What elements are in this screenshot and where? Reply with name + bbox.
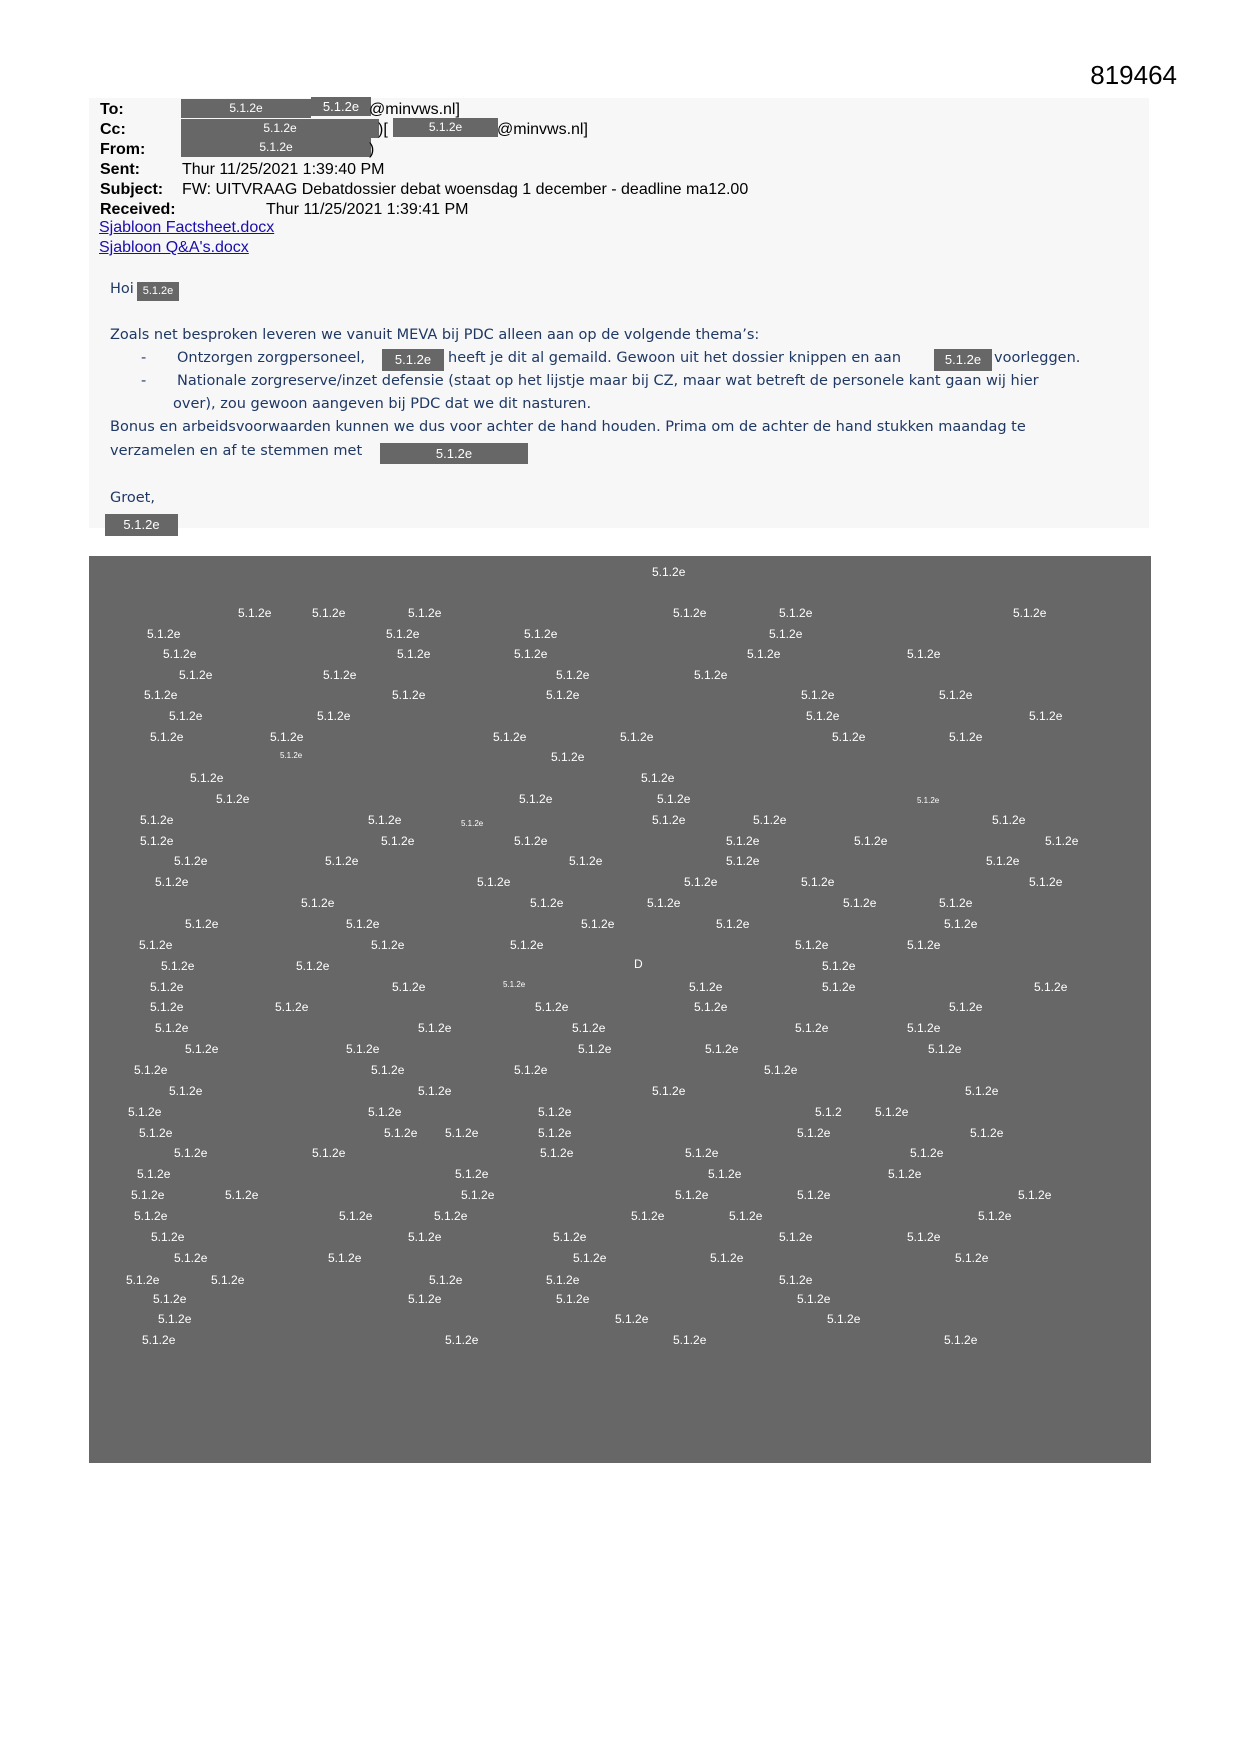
redaction-code-label: 5.1.2e bbox=[140, 813, 174, 827]
redaction-code-label: 5.1.2e bbox=[779, 606, 813, 620]
redaction-code-label: 5.1.2e bbox=[779, 1273, 813, 1287]
redaction-code-label: 5.1.2e bbox=[325, 854, 359, 868]
redaction-code-label: 5.1.2e bbox=[461, 1188, 495, 1202]
sent-label: Sent: bbox=[100, 161, 140, 178]
to-line bbox=[100, 100, 180, 120]
redaction-code-label: 5.1.2e bbox=[142, 1333, 176, 1347]
bullet-1-marker: - bbox=[141, 350, 147, 366]
redaction-code-label: 5.1.2e bbox=[386, 627, 420, 641]
redaction-code-label: 5.1.2e bbox=[1029, 709, 1063, 723]
sent-value: Thur 11/25/2021 1:39:40 PM bbox=[182, 161, 385, 178]
redaction-code-label: 5.1.2e bbox=[716, 917, 750, 931]
redaction-code-label: 5.1.2e bbox=[503, 980, 526, 989]
intro-line: Zoals net besproken leveren we vanuit MEVA bij PDC alleen aan op de volgende thema’s: bbox=[110, 327, 760, 343]
redaction-code-label: 5.1.2e bbox=[150, 980, 184, 994]
partial-redaction-code: 5.1.2 bbox=[815, 1105, 842, 1119]
redaction-code-label: 5.1.2e bbox=[418, 1084, 452, 1098]
redaction-code-label: 5.1.2e bbox=[174, 1146, 208, 1160]
redaction-code-label: 5.1.2e bbox=[572, 1021, 606, 1035]
redaction-code-label: 5.1.2e bbox=[530, 896, 564, 910]
redaction-code-label: 5.1.2e bbox=[445, 1126, 479, 1140]
redaction-code-label: 5.1.2e bbox=[211, 1273, 245, 1287]
cc-line bbox=[100, 120, 126, 140]
redaction-code-label: 5.1.2e bbox=[323, 668, 357, 682]
subject-label: Subject: bbox=[100, 181, 164, 198]
redaction-code-label: 5.1.2e bbox=[524, 627, 558, 641]
redaction-code-label: 5.1.2e bbox=[797, 1126, 831, 1140]
redaction-code-label: 5.1.2e bbox=[155, 1021, 189, 1035]
redaction-code-label: 5.1.2e bbox=[514, 647, 548, 661]
redaction-signature: 5.1.2e bbox=[105, 514, 178, 536]
redaction-code-label: 5.1.2e bbox=[445, 1333, 479, 1347]
redaction-code-label: 5.1.2e bbox=[685, 1146, 719, 1160]
redaction-code-label: 5.1.2e bbox=[150, 730, 184, 744]
redaction-to-1: 5.1.2e bbox=[181, 99, 311, 118]
redaction-code-label: 5.1.2e bbox=[843, 896, 877, 910]
redaction-code-label: 5.1.2e bbox=[280, 751, 303, 760]
redaction-code-label: 5.1.2e bbox=[779, 1230, 813, 1244]
redaction-code-label: 5.1.2e bbox=[578, 1042, 612, 1056]
redaction-code-label: 5.1.2e bbox=[928, 1042, 962, 1056]
redaction-code-label: 5.1.2e bbox=[540, 1146, 574, 1160]
redaction-code-label: 5.1.2e bbox=[510, 938, 544, 952]
document-number: 819464 bbox=[1090, 60, 1177, 90]
bullet-1-text-b: heeft je dit al gemaild. Gewoon uit het dossier knippen en aan bbox=[448, 350, 902, 366]
redaction-code-label: 5.1.2e bbox=[312, 606, 346, 620]
redaction-code-label: 5.1.2e bbox=[917, 796, 940, 805]
redaction-code-label: 5.1.2e bbox=[939, 688, 973, 702]
redaction-code-label: 5.1.2e bbox=[615, 1312, 649, 1326]
redaction-code-label: 5.1.2e bbox=[673, 606, 707, 620]
redaction-code-label: 5.1.2e bbox=[514, 1063, 548, 1077]
redaction-code-label: 5.1.2e bbox=[673, 1333, 707, 1347]
redaction-code-label: 5.1.2e bbox=[647, 896, 681, 910]
redaction-code-label: 5.1.2e bbox=[368, 1105, 402, 1119]
redaction-code-label: 5.1.2e bbox=[1029, 875, 1063, 889]
redaction-code-label: 5.1.2e bbox=[225, 1188, 259, 1202]
redaction-code-label: 5.1.2e bbox=[1013, 606, 1047, 620]
redaction-code-label: 5.1.2e bbox=[944, 917, 978, 931]
redaction-code-label: 5.1.2e bbox=[477, 875, 511, 889]
redaction-code-label: 5.1.2e bbox=[832, 730, 866, 744]
redaction-code-label: 5.1.2e bbox=[708, 1167, 742, 1181]
redaction-code-label: 5.1.2e bbox=[822, 980, 856, 994]
redaction-code-label: 5.1.2e bbox=[652, 565, 686, 579]
bullet-2-line-1: Nationale zorgreserve/inzet defensie (staat op het lijstje maar bij CZ, maar wat betreft de personele kant gaan wij hier bbox=[177, 373, 1039, 389]
redaction-code-label: 5.1.2e bbox=[155, 875, 189, 889]
redaction-code-label: 5.1.2e bbox=[970, 1126, 1004, 1140]
redaction-code-label: 5.1.2e bbox=[153, 1292, 187, 1306]
received-value: Thur 11/25/2021 1:39:41 PM bbox=[266, 201, 469, 218]
redaction-code-label: 5.1.2e bbox=[397, 647, 431, 661]
redaction-code-label: 5.1.2e bbox=[641, 771, 675, 785]
received-label: Received: bbox=[100, 201, 176, 218]
redaction-code-label: 5.1.2e bbox=[151, 1230, 185, 1244]
redaction-code-label: 5.1.2e bbox=[137, 1167, 171, 1181]
redaction-to-2: 5.1.2e bbox=[311, 97, 371, 116]
redaction-code-label: 5.1.2e bbox=[694, 668, 728, 682]
redaction-code-label: 5.1.2e bbox=[163, 647, 197, 661]
redaction-code-label: 5.1.2e bbox=[689, 980, 723, 994]
received-line bbox=[100, 200, 469, 220]
redaction-code-label: 5.1.2e bbox=[1045, 834, 1079, 848]
redaction-code-label: 5.1.2e bbox=[139, 1126, 173, 1140]
redaction-code-label: 5.1.2e bbox=[631, 1209, 665, 1223]
redaction-code-label: 5.1.2e bbox=[368, 813, 402, 827]
redaction-code-label: 5.1.2e bbox=[729, 1209, 763, 1223]
redaction-code-label: 5.1.2e bbox=[797, 1188, 831, 1202]
bullet-1-text-a: Ontzorgen zorgpersoneel, bbox=[177, 350, 365, 366]
greeting: Hoi bbox=[110, 281, 134, 297]
redaction-code-label: 5.1.2e bbox=[134, 1063, 168, 1077]
redaction-code-label: 5.1.2e bbox=[992, 813, 1026, 827]
redaction-code-label: 5.1.2e bbox=[888, 1167, 922, 1181]
redaction-code-label: 5.1.2e bbox=[710, 1251, 744, 1265]
redaction-paragraph: 5.1.2e bbox=[380, 443, 528, 464]
redaction-code-label: 5.1.2e bbox=[551, 750, 585, 764]
redaction-code-label: 5.1.2e bbox=[795, 938, 829, 952]
redaction-code-label: 5.1.2e bbox=[581, 917, 615, 931]
redaction-code-label: 5.1.2e bbox=[346, 1042, 380, 1056]
redaction-code-label: 5.1.2e bbox=[392, 688, 426, 702]
redaction-code-label: 5.1.2e bbox=[126, 1273, 160, 1287]
redaction-code-label: 5.1.2e bbox=[535, 1000, 569, 1014]
redaction-code-label: 5.1.2e bbox=[986, 854, 1020, 868]
cc-suffix: @minvws.nl] bbox=[497, 121, 588, 138]
redaction-code-label: 5.1.2e bbox=[556, 668, 590, 682]
redaction-code-label: 5.1.2e bbox=[418, 1021, 452, 1035]
attachment-factsheet-link[interactable]: Sjabloon Factsheet.docx bbox=[99, 219, 275, 236]
redaction-code-label: 5.1.2e bbox=[553, 1230, 587, 1244]
redaction-code-label: 5.1.2e bbox=[705, 1042, 739, 1056]
redaction-code-label: 5.1.2e bbox=[371, 1063, 405, 1077]
redaction-code-label: 5.1.2e bbox=[190, 771, 224, 785]
redaction-code-label: 5.1.2e bbox=[955, 1251, 989, 1265]
redaction-code-label: 5.1.2e bbox=[238, 606, 272, 620]
redaction-code-label: 5.1.2e bbox=[675, 1188, 709, 1202]
redaction-code-label: 5.1.2e bbox=[1034, 980, 1068, 994]
redaction-code-label: 5.1.2e bbox=[694, 1000, 728, 1014]
redaction-code-label: 5.1.2e bbox=[726, 834, 760, 848]
redaction-code-label: 5.1.2e bbox=[797, 1292, 831, 1306]
redaction-code-label: 5.1.2e bbox=[301, 896, 335, 910]
redaction-code-label: 5.1.2e bbox=[764, 1063, 798, 1077]
redaction-code-label: 5.1.2e bbox=[179, 668, 213, 682]
redaction-code-label: 5.1.2e bbox=[408, 1230, 442, 1244]
redaction-code-label: 5.1.2e bbox=[1018, 1188, 1052, 1202]
redaction-code-label: 5.1.2e bbox=[907, 1230, 941, 1244]
redaction-cc-2: 5.1.2e bbox=[393, 118, 498, 137]
paragraph-line-1: Bonus en arbeidsvoorwaarden kunnen we dus voor achter de hand houden. Prima om de achter de hand stukken maandag te bbox=[110, 419, 1026, 435]
redaction-code-label: 5.1.2e bbox=[134, 1209, 168, 1223]
redaction-code-label: 5.1.2e bbox=[652, 813, 686, 827]
redaction-code-label: 5.1.2e bbox=[949, 1000, 983, 1014]
redaction-code-label: 5.1.2e bbox=[169, 709, 203, 723]
to-label: To: bbox=[100, 101, 124, 118]
redaction-code-label: 5.1.2e bbox=[769, 627, 803, 641]
paragraph-line-2: verzamelen en af te stemmen met bbox=[110, 443, 363, 459]
redaction-code-label: 5.1.2e bbox=[185, 917, 219, 931]
redaction-code-label: 5.1.2e bbox=[144, 688, 178, 702]
redaction-code-label: 5.1.2e bbox=[270, 730, 304, 744]
subject-line bbox=[100, 180, 748, 200]
redaction-code-label: 5.1.2e bbox=[569, 854, 603, 868]
redaction-code-label: 5.1.2e bbox=[317, 709, 351, 723]
redaction-code-label: 5.1.2e bbox=[216, 792, 250, 806]
redaction-code-label: 5.1.2e bbox=[408, 1292, 442, 1306]
redaction-code-label: 5.1.2e bbox=[907, 647, 941, 661]
redaction-code-label: 5.1.2e bbox=[944, 1333, 978, 1347]
stray-letter: D bbox=[634, 957, 643, 971]
redaction-code-label: 5.1.2e bbox=[185, 1042, 219, 1056]
redaction-code-label: 5.1.2e bbox=[392, 980, 426, 994]
from-suffix: ) bbox=[369, 141, 375, 158]
redaction-code-label: 5.1.2e bbox=[538, 1105, 572, 1119]
redaction-code-label: 5.1.2e bbox=[131, 1188, 165, 1202]
redaction-code-label: 5.1.2e bbox=[620, 730, 654, 744]
redaction-code-label: 5.1.2e bbox=[573, 1251, 607, 1265]
bullet-2-line-2: over), zou gewoon aangeven bij PDC dat we dit nasturen. bbox=[173, 396, 592, 412]
redaction-code-label: 5.1.2e bbox=[546, 688, 580, 702]
redaction-code-label: 5.1.2e bbox=[150, 1000, 184, 1014]
redaction-code-label: 5.1.2e bbox=[158, 1312, 192, 1326]
redaction-code-label: 5.1.2e bbox=[726, 854, 760, 868]
redaction-code-label: 5.1.2e bbox=[275, 1000, 309, 1014]
redaction-bullet-1b: 5.1.2e bbox=[934, 349, 992, 371]
redaction-code-label: 5.1.2e bbox=[371, 938, 405, 952]
redaction-code-label: 5.1.2e bbox=[684, 875, 718, 889]
redaction-code-label: 5.1.2e bbox=[429, 1273, 463, 1287]
redaction-code-label: 5.1.2e bbox=[312, 1146, 346, 1160]
from-line bbox=[100, 140, 145, 160]
redaction-code-label: 5.1.2e bbox=[169, 1084, 203, 1098]
redaction-code-label: 5.1.2e bbox=[461, 819, 484, 828]
cc-label: Cc: bbox=[100, 121, 126, 138]
redaction-code-label: 5.1.2e bbox=[381, 834, 415, 848]
redaction-code-label: 5.1.2e bbox=[128, 1105, 162, 1119]
redaction-from: 5.1.2e bbox=[181, 138, 371, 157]
redaction-code-label: 5.1.2e bbox=[538, 1126, 572, 1140]
redaction-code-label: 5.1.2e bbox=[827, 1312, 861, 1326]
redaction-code-label: 5.1.2e bbox=[939, 896, 973, 910]
bullet-1-text-c: voorleggen. bbox=[994, 350, 1081, 366]
redaction-code-label: 5.1.2e bbox=[801, 688, 835, 702]
redaction-code-label: 5.1.2e bbox=[747, 647, 781, 661]
redaction-code-label: 5.1.2e bbox=[657, 792, 691, 806]
redaction-code-label: 5.1.2e bbox=[296, 959, 330, 973]
cc-mid: )[ bbox=[378, 121, 388, 138]
redaction-code-label: 5.1.2e bbox=[978, 1209, 1012, 1223]
redaction-code-label: 5.1.2e bbox=[949, 730, 983, 744]
redaction-code-label: 5.1.2e bbox=[801, 875, 835, 889]
redaction-code-label: 5.1.2e bbox=[907, 938, 941, 952]
redaction-code-label: 5.1.2e bbox=[514, 834, 548, 848]
redaction-code-label: 5.1.2e bbox=[907, 1021, 941, 1035]
redaction-code-label: 5.1.2e bbox=[174, 1251, 208, 1265]
subject-value: FW: UITVRAAG Debatdossier debat woensdag 1 december - deadline ma12.00 bbox=[182, 181, 749, 198]
redaction-code-label: 5.1.2e bbox=[875, 1105, 909, 1119]
redaction-code-label: 5.1.2e bbox=[339, 1209, 373, 1223]
from-label: From: bbox=[100, 141, 146, 158]
redaction-code-label: 5.1.2e bbox=[174, 854, 208, 868]
redaction-code-label: 5.1.2e bbox=[795, 1021, 829, 1035]
redaction-code-label: 5.1.2e bbox=[346, 917, 380, 931]
redaction-code-label: 5.1.2e bbox=[806, 709, 840, 723]
redaction-code-label: 5.1.2e bbox=[854, 834, 888, 848]
redaction-code-label: 5.1.2e bbox=[822, 959, 856, 973]
redaction-code-label: 5.1.2e bbox=[546, 1273, 580, 1287]
redaction-code-label: 5.1.2e bbox=[455, 1167, 489, 1181]
closing: Groet, bbox=[110, 490, 155, 506]
redaction-bullet-1a: 5.1.2e bbox=[382, 349, 444, 371]
redaction-code-label: 5.1.2e bbox=[556, 1292, 590, 1306]
redaction-code-label: 5.1.2e bbox=[384, 1126, 418, 1140]
redaction-code-label: 5.1.2e bbox=[140, 834, 174, 848]
redacted-signature-block bbox=[89, 556, 1151, 1463]
redaction-code-label: 5.1.2e bbox=[910, 1146, 944, 1160]
redaction-code-label: 5.1.2e bbox=[161, 959, 195, 973]
to-suffix: @minvws.nl] bbox=[369, 101, 460, 118]
attachment-qa-link[interactable]: Sjabloon Q&A's.docx bbox=[99, 239, 249, 256]
redaction-code-label: 5.1.2e bbox=[139, 938, 173, 952]
redaction-code-label: 5.1.2e bbox=[434, 1209, 468, 1223]
redaction-code-label: 5.1.2e bbox=[147, 627, 181, 641]
redaction-code-label: 5.1.2e bbox=[965, 1084, 999, 1098]
redaction-code-label: 5.1.2e bbox=[493, 730, 527, 744]
redaction-code-label: 5.1.2e bbox=[328, 1251, 362, 1265]
redaction-greeting: 5.1.2e bbox=[137, 282, 179, 301]
redaction-code-label: 5.1.2e bbox=[652, 1084, 686, 1098]
redaction-code-label: 5.1.2e bbox=[408, 606, 442, 620]
bullet-2-marker: - bbox=[141, 373, 147, 389]
redaction-code-label: 5.1.2e bbox=[753, 813, 787, 827]
redaction-cc-1: 5.1.2e bbox=[181, 119, 379, 138]
sent-line bbox=[100, 160, 385, 180]
redaction-code-label: 5.1.2e bbox=[519, 792, 553, 806]
